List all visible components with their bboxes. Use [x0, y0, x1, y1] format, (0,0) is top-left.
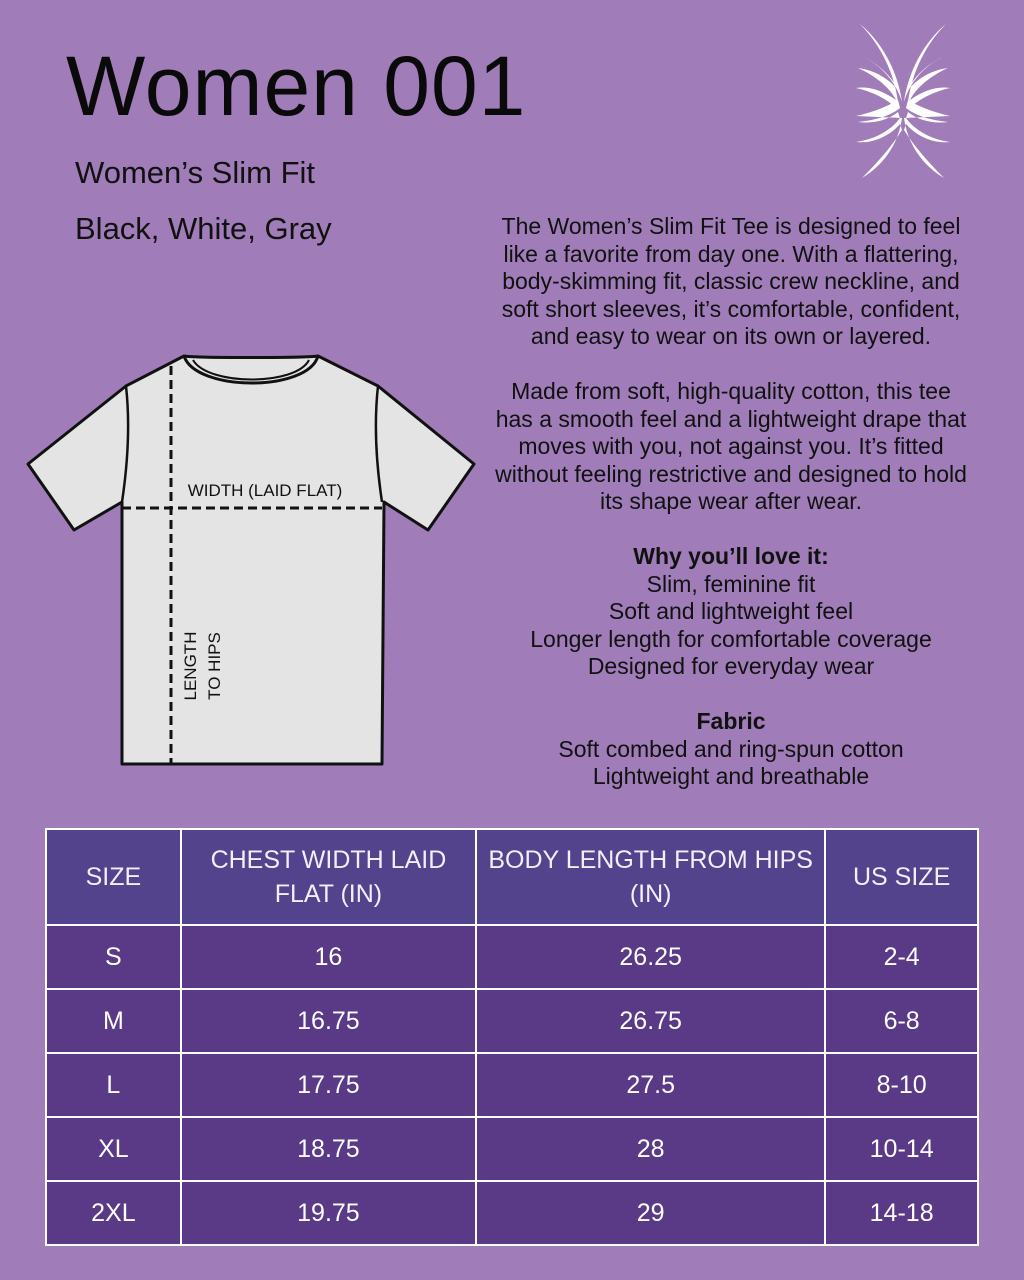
- size-chart-table: [45, 828, 979, 1246]
- fabric-item: Lightweight and breathable: [592, 763, 870, 790]
- cell-size: S: [46, 925, 181, 989]
- cell-size: XL: [46, 1117, 181, 1181]
- cell-us-size: 6-8: [825, 989, 978, 1053]
- fabric-heading: Fabric: [696, 707, 766, 734]
- colors-subtitle: Black, White, Gray: [75, 211, 332, 246]
- cell-chest: 19.75: [181, 1181, 476, 1245]
- table-row: [46, 1181, 978, 1245]
- why-item: Slim, feminine fit: [646, 570, 816, 597]
- cell-length: 27.5: [476, 1053, 825, 1117]
- wings-logo-icon: [852, 22, 954, 182]
- header-size: SIZE: [46, 829, 181, 925]
- tshirt-diagram: [26, 352, 478, 772]
- description-paragraph-2: Made from soft, high-quality cotton, this tee has a smooth feel and a lightweight drape that moves with you, not against you. It’s fitted without feeling restrictive and designed to hold its shape wear after wear.: [495, 377, 967, 515]
- length-label-line1: LENGTH: [181, 631, 200, 701]
- header-us-size: US SIZE: [825, 829, 978, 925]
- cell-size: L: [46, 1053, 181, 1117]
- cell-length: 26.25: [476, 925, 825, 989]
- why-item: Designed for everyday wear: [587, 653, 875, 680]
- cell-chest: 16.75: [181, 989, 476, 1053]
- tshirt-outline: [28, 356, 474, 764]
- fit-subtitle: Women’s Slim Fit: [75, 155, 316, 190]
- description-paragraph-1: The Women’s Slim Fit Tee is designed to feel like a favorite from day one. With a flattering, body-skimming fit, classic crew neckline, and soft short sleeves, it’s comfortable, confident, and easy to wear on its own or layered.: [501, 213, 961, 350]
- cell-us-size: 10-14: [825, 1117, 978, 1181]
- product-description: [478, 213, 984, 791]
- cell-length: 26.75: [476, 989, 825, 1053]
- cell-length: 29: [476, 1181, 825, 1245]
- fabric-list: [478, 736, 984, 791]
- width-label: WIDTH (LAID FLAT): [187, 481, 343, 500]
- cell-us-size: 14-18: [825, 1181, 978, 1245]
- cell-us-size: 2-4: [825, 925, 978, 989]
- table-row: [46, 1117, 978, 1181]
- cell-size: M: [46, 989, 181, 1053]
- cell-chest: 16: [181, 925, 476, 989]
- header-body-length: BODY LENGTH FROM HIPS (IN): [476, 829, 825, 925]
- header-chest-width: CHEST WIDTH LAID FLAT (IN): [181, 829, 476, 925]
- table-row: [46, 925, 978, 989]
- page-title: Women 001: [66, 39, 527, 133]
- cell-size: 2XL: [46, 1181, 181, 1245]
- cell-chest: 17.75: [181, 1053, 476, 1117]
- why-item: Soft and lightweight feel: [608, 598, 854, 625]
- table-header-row: [46, 829, 978, 925]
- table-row: [46, 989, 978, 1053]
- why-list: [478, 571, 984, 681]
- why-heading: Why you’ll love it:: [633, 542, 829, 569]
- cell-chest: 18.75: [181, 1117, 476, 1181]
- length-label-line2: TO HIPS: [205, 632, 224, 700]
- why-item: Longer length for comfortable coverage: [530, 625, 932, 652]
- table-row: [46, 1053, 978, 1117]
- cell-length: 28: [476, 1117, 825, 1181]
- cell-us-size: 8-10: [825, 1053, 978, 1117]
- fabric-item: Soft combed and ring-spun cotton: [558, 735, 904, 762]
